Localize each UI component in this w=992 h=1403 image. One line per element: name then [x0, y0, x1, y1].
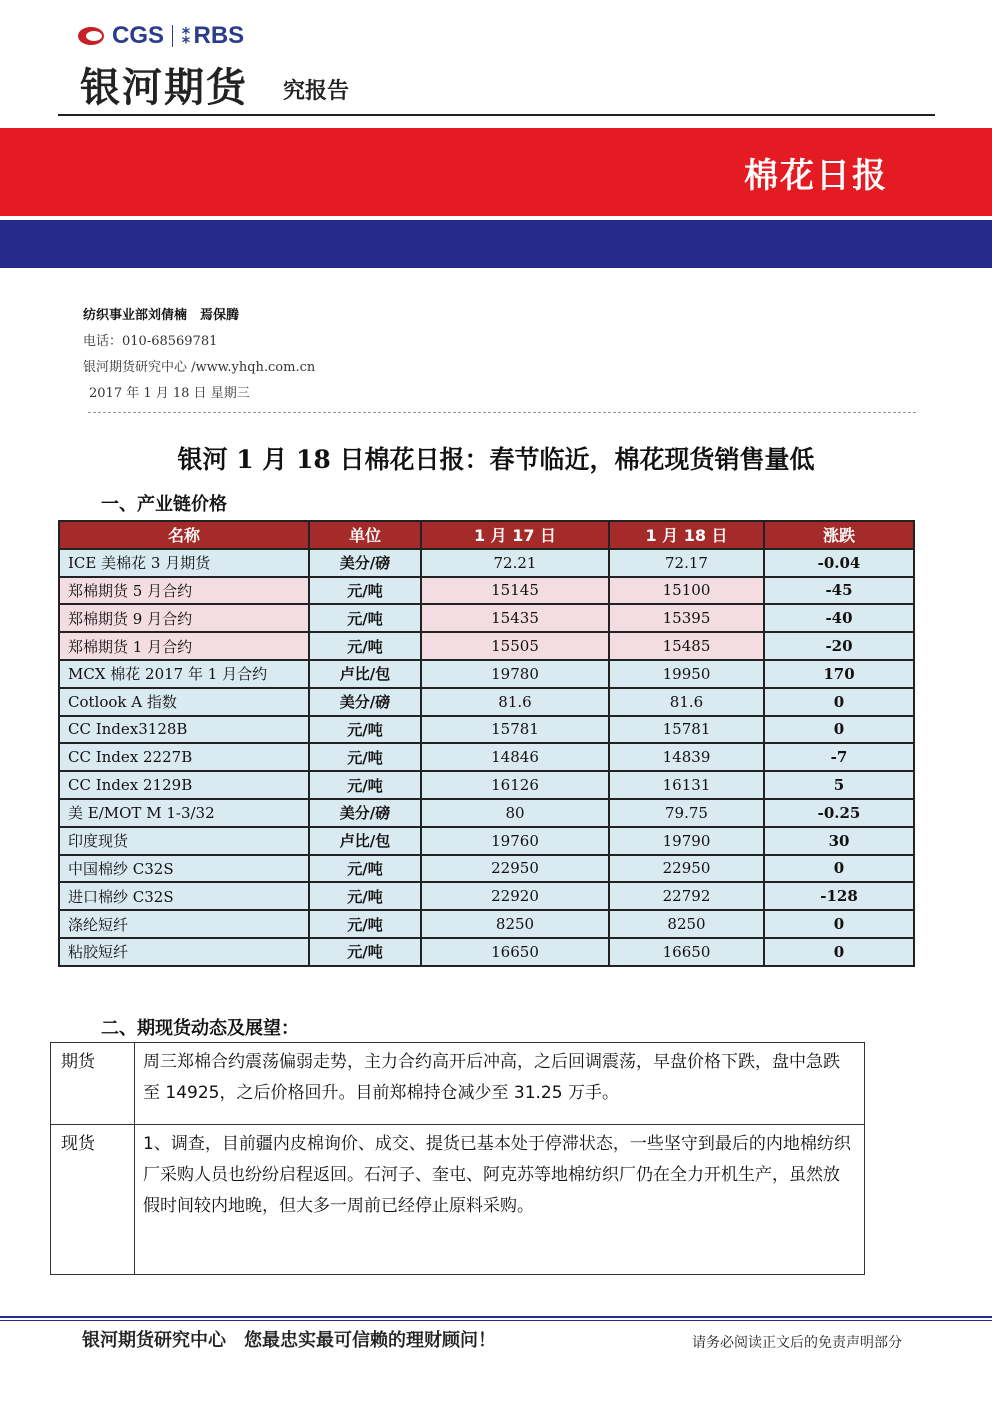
- spot-row: [51, 1125, 865, 1275]
- table-row: [59, 910, 914, 938]
- banner-blue-strip: [0, 220, 992, 268]
- cell-jan18: 15485: [609, 632, 764, 660]
- table-row: [59, 577, 914, 605]
- phone: 电话：010-68569781: [83, 334, 218, 349]
- cell-change: 0: [764, 938, 914, 966]
- cell-unit: 元/吨: [309, 716, 421, 744]
- cell-jan17: 15505: [421, 632, 609, 660]
- cell-jan18: 16650: [609, 938, 764, 966]
- company-logo: [78, 22, 244, 50]
- footer-divider: [0, 1316, 992, 1318]
- cell-name: 郑棉期货 5 月合约: [59, 577, 309, 605]
- cell-unit: 美分/磅: [309, 549, 421, 577]
- spot-label: 现货: [51, 1125, 135, 1275]
- cell-jan17: 8250: [421, 910, 609, 938]
- column-header-jan18: 1 月 18 日: [609, 521, 764, 549]
- cell-jan18: 19790: [609, 827, 764, 855]
- cell-change: -20: [764, 632, 914, 660]
- meta-divider: [88, 412, 916, 413]
- authors: 纺织事业部刘倩楠 焉保腾: [83, 308, 240, 323]
- logo-rbs-text: RBS: [193, 22, 245, 49]
- cell-jan18: 16131: [609, 771, 764, 799]
- price-table: [58, 520, 915, 967]
- cell-jan18: 22792: [609, 882, 764, 910]
- cell-name: 郑棉期货 9 月合约: [59, 604, 309, 632]
- footer-disclaimer: 请务必阅读正文后的免责声明部分: [692, 1335, 902, 1351]
- cell-jan17: 19760: [421, 827, 609, 855]
- spot-text: 1、调查，目前疆内皮棉询价、成交、提货已基本处于停滞状态，一些坚守到最后的内地棉纺织厂采购人员也纷纷启程返回。石河子、奎屯、阿克苏等地棉纺织厂仍在全力开机生产，虽然放假时间较内地晚，但大多一周前已经停止原料采购。: [135, 1125, 865, 1275]
- cell-jan17: 80: [421, 799, 609, 827]
- cell-name: 郑棉期货 1 月合约: [59, 632, 309, 660]
- report-banner: [0, 128, 992, 216]
- cell-unit: 卢比/包: [309, 827, 421, 855]
- cell-jan18: 8250: [609, 910, 764, 938]
- cell-jan18: 79.75: [609, 799, 764, 827]
- cell-unit: 美分/磅: [309, 688, 421, 716]
- table-row: [59, 938, 914, 966]
- brand-name: 银河期货: [80, 65, 248, 111]
- table-row: [59, 660, 914, 688]
- cell-unit: 元/吨: [309, 771, 421, 799]
- cell-jan17: 22950: [421, 855, 609, 883]
- cell-change: -0.25: [764, 799, 914, 827]
- website[interactable]: 银河期货研究中心 /www.yhqh.com.cn: [83, 360, 316, 375]
- price-table-header: [59, 521, 914, 549]
- table-row: [59, 882, 914, 910]
- footer-divider-thin: [0, 1320, 992, 1321]
- cell-unit: 元/吨: [309, 855, 421, 883]
- table-row: [59, 855, 914, 883]
- cell-jan17: 22920: [421, 882, 609, 910]
- cell-change: -45: [764, 577, 914, 605]
- column-header-unit: 单位: [309, 521, 421, 549]
- table-row: [59, 716, 914, 744]
- cell-unit: 美分/磅: [309, 799, 421, 827]
- cell-name: 美 E/MOT M 1-3/32: [59, 799, 309, 827]
- cell-name: MCX 棉花 2017 年 1 月合约: [59, 660, 309, 688]
- logo-cgs-text: CGS: [112, 22, 165, 49]
- rbs-daisy-icon: ⁑: [181, 24, 192, 48]
- cell-jan18: 14839: [609, 743, 764, 771]
- logo-divider: [172, 25, 173, 47]
- cell-change: -128: [764, 882, 914, 910]
- futures-row: [51, 1043, 865, 1125]
- cell-jan17: 16650: [421, 938, 609, 966]
- cell-change: 0: [764, 716, 914, 744]
- table-row: [59, 743, 914, 771]
- table-row: [59, 549, 914, 577]
- cell-jan18: 15395: [609, 604, 764, 632]
- header-divider: [58, 114, 935, 116]
- cell-name: CC Index3128B: [59, 716, 309, 744]
- cell-change: -7: [764, 743, 914, 771]
- cell-name: 中国棉纱 C32S: [59, 855, 309, 883]
- cell-unit: 元/吨: [309, 577, 421, 605]
- cell-name: 粘胶短纤: [59, 938, 309, 966]
- cell-jan17: 19780: [421, 660, 609, 688]
- futures-text: 周三郑棉合约震荡偏弱走势，主力合约高开后冲高，之后回调震荡，早盘价格下跌，盘中急跌至 14925，之后价格回升。目前郑棉持仓减少至 31.25 万手。: [135, 1043, 865, 1125]
- cell-jan18: 19950: [609, 660, 764, 688]
- table-row: [59, 604, 914, 632]
- futures-label: 期货: [51, 1043, 135, 1125]
- cell-name: Cotlook A 指数: [59, 688, 309, 716]
- cell-name: 进口棉纱 C32S: [59, 882, 309, 910]
- cell-change: 0: [764, 855, 914, 883]
- cell-jan17: 15781: [421, 716, 609, 744]
- table-row: [59, 688, 914, 716]
- cell-jan18: 72.17: [609, 549, 764, 577]
- cell-unit: 元/吨: [309, 604, 421, 632]
- dynamics-table: [50, 1042, 865, 1275]
- table-row: [59, 827, 914, 855]
- cell-change: 30: [764, 827, 914, 855]
- cell-name: 涤纶短纤: [59, 910, 309, 938]
- cell-change: -0.04: [764, 549, 914, 577]
- table-row: [59, 632, 914, 660]
- cell-change: -40: [764, 604, 914, 632]
- cell-change: 0: [764, 910, 914, 938]
- cell-change: 0: [764, 688, 914, 716]
- cell-unit: 元/吨: [309, 632, 421, 660]
- cell-jan18: 15781: [609, 716, 764, 744]
- cgs-swirl-icon: [78, 25, 108, 47]
- cell-unit: 元/吨: [309, 743, 421, 771]
- cell-change: 170: [764, 660, 914, 688]
- column-header-jan17: 1 月 17 日: [421, 521, 609, 549]
- cell-name: 印度现货: [59, 827, 309, 855]
- footer-slogan: 银河期货研究中心 您最忠实最可信赖的理财顾问！: [82, 1330, 496, 1351]
- cell-jan18: 22950: [609, 855, 764, 883]
- brand-subtitle: 究报告: [283, 79, 350, 104]
- section-heading-prices: 一、产业链价格: [101, 494, 227, 515]
- section-heading-dynamics: 二、期现货动态及展望：: [101, 1018, 299, 1039]
- column-header-name: 名称: [59, 521, 309, 549]
- column-header-change: 涨跌: [764, 521, 914, 549]
- cell-unit: 元/吨: [309, 882, 421, 910]
- report-date: 2017 年 1 月 18 日 星期三: [89, 386, 250, 401]
- table-row: [59, 799, 914, 827]
- cell-jan18: 15100: [609, 577, 764, 605]
- table-row: [59, 771, 914, 799]
- cell-jan17: 16126: [421, 771, 609, 799]
- cell-jan17: 72.21: [421, 549, 609, 577]
- cell-jan17: 15145: [421, 577, 609, 605]
- document-title: 银河 1 月 18 日棉花日报：春节临近，棉花现货销售量低: [177, 445, 815, 474]
- cell-unit: 元/吨: [309, 938, 421, 966]
- cell-unit: 卢比/包: [309, 660, 421, 688]
- cell-jan17: 81.6: [421, 688, 609, 716]
- cell-name: CC Index 2227B: [59, 743, 309, 771]
- cell-unit: 元/吨: [309, 910, 421, 938]
- cell-jan18: 81.6: [609, 688, 764, 716]
- cell-name: ICE 美棉花 3 月期货: [59, 549, 309, 577]
- cell-jan17: 14846: [421, 743, 609, 771]
- cell-jan17: 15435: [421, 604, 609, 632]
- cell-change: 5: [764, 771, 914, 799]
- report-type-title: 棉花日报: [744, 156, 888, 196]
- cell-name: CC Index 2129B: [59, 771, 309, 799]
